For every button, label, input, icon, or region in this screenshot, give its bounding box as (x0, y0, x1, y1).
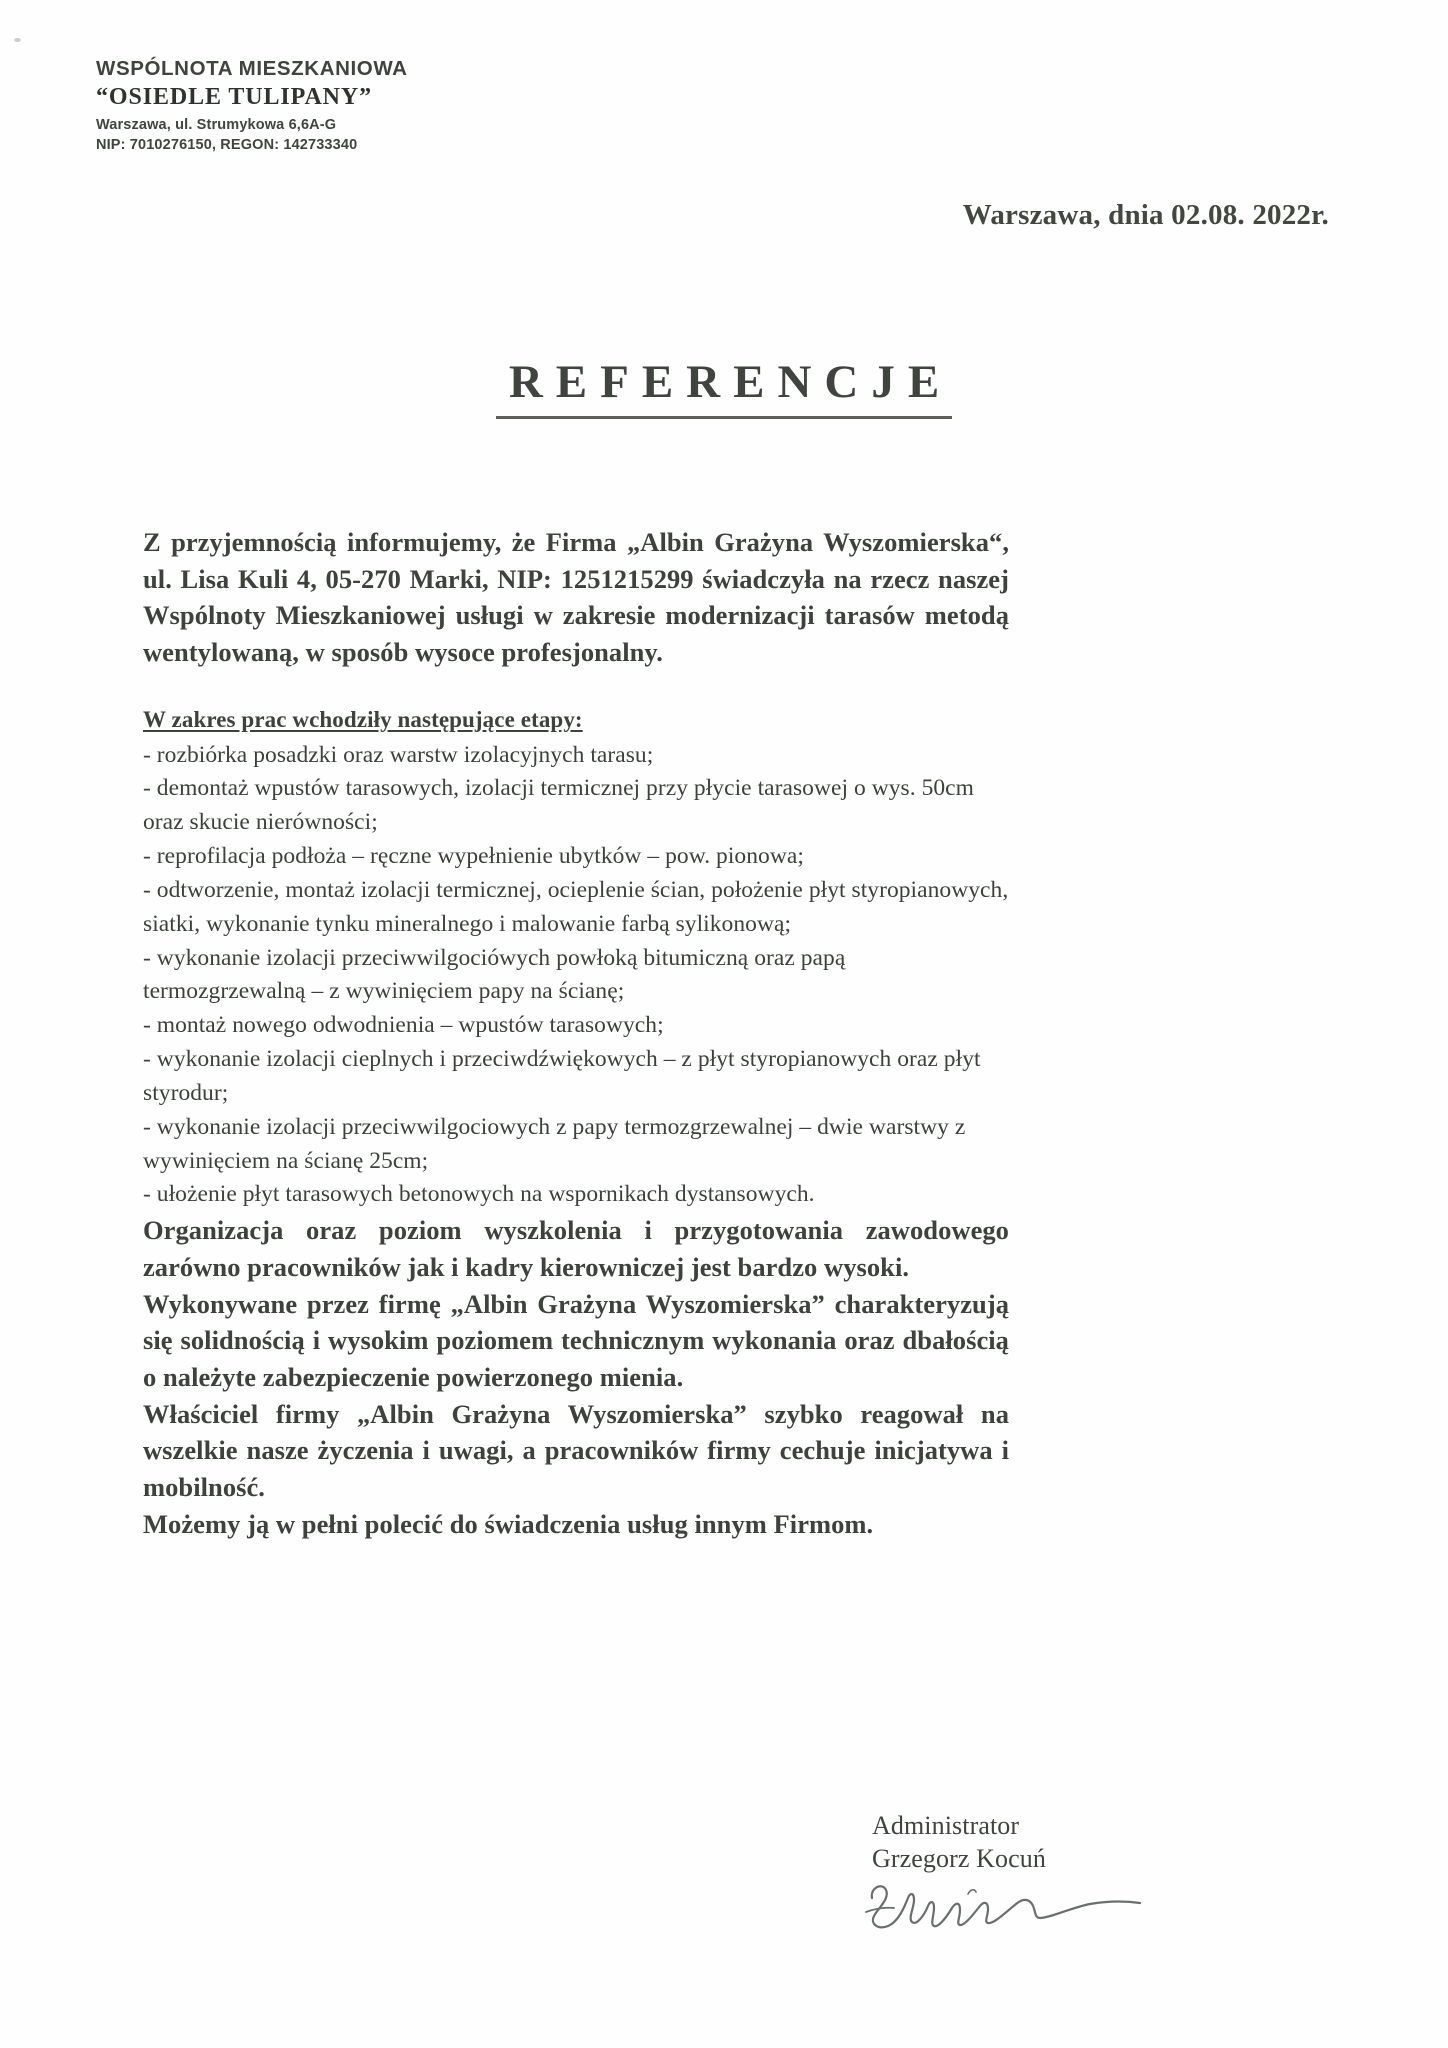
letterhead-address: Warszawa, ul. Strumykowa 6,6A-G (96, 116, 337, 133)
letterhead-organization: WSPÓLNOTA MIESZKANIOWA (96, 57, 408, 80)
list-item: - odtworzenie, montaż izolacji termicznej, ocieplenie ścian, położenie płyt styropianowych, siatki, wykonanie tynku mineralnego i malowanie farbą sylikonową; (143, 876, 1009, 937)
intro-paragraph: Z przyjemnością informujemy, że Firma „Albin Grażyna Wyszomierska“, ul. Lisa Kuli 4, 05-270 Marki, NIP: 1251215299 świadczyła na rzecz naszej Wspólnoty Mieszkaniowej usługi w zakresie modernizacji tarasów metodą wentylowaną, w sposób wysoce profesjonalny. (143, 527, 1009, 668)
signature-name: Grzegorz Kocuń (872, 1843, 1046, 1873)
paragraph-owner: Właściciel firmy „Albin Grażyna Wyszomierska” szybko reagował na wszelkie nasze życzenia i uwagi, a pracowników firmy cechuje inicjatywa i mobilność. (143, 1398, 1009, 1503)
scope-of-work-heading: W zakres prac wchodziły następujące etapy: (143, 706, 583, 732)
list-item: - demontaż wpustów tarasowych, izolacji termicznej przy płycie tarasowej o wys. 50cm oraz skucie nierówności; (143, 775, 974, 836)
list-item: - rozbiórka posadzki oraz warstw izolacyjnych tarasu; (143, 741, 654, 768)
list-item: - ułożenie płyt tarasowych betonowych na wspornikach dystansowych. (143, 1181, 815, 1208)
page-title-text: REFERENCJE (496, 355, 952, 419)
list-item: - wykonanie izolacji przeciwwilgociówych powłoką bitumiczną oraz papą termozgrzewalną – z wywinięciem papy na ścianę; (143, 944, 846, 1005)
handwritten-signature-icon (864, 1878, 1202, 1936)
date-line: Warszawa, dnia 02.08. 2022r. (962, 199, 1329, 231)
document-body (143, 524, 1009, 1542)
paragraph-recommendation: Możemy ją w pełni polecić do świadczenia usług innym Firmom. (143, 1508, 874, 1539)
letterhead-estate-name: “OSIEDLE TULIPANY” (96, 83, 373, 110)
signature-block (872, 1810, 1202, 1936)
scope-of-work-section (143, 705, 1009, 1212)
list-item: - montaż nowego odwodnienia – wpustów tarasowych; (143, 1012, 664, 1039)
paragraph-organization: Organizacja oraz poziom wyszkolenia i przygotowania zawodowego zarówno pracowników jak i kadry kierowniczej jest bardzo wysoki. (143, 1215, 1009, 1282)
page-title (0, 355, 1448, 419)
letterhead-identifiers: NIP: 7010276150, REGON: 142733340 (96, 136, 358, 153)
paragraph-quality: Wykonywane przez firmę „Albin Grażyna Wyszomierska” charakteryzują się solidnością i wysokim poziomem technicznym wykonania oraz dbałością o należyte zabezpieczenie powierzonego mienia. (143, 1288, 1009, 1392)
list-item: - reprofilacja podłoża – ręczne wypełnienie ubytków – pow. pionowa; (143, 843, 804, 870)
list-item: - wykonanie izolacji przeciwwilgociowych z papy termozgrzewalnej – dwie warstwy z wywinięciem na ścianę 25cm; (143, 1113, 966, 1174)
letterhead (96, 57, 616, 155)
scope-of-work-list (143, 739, 1009, 1213)
scan-artifact-speck (14, 38, 21, 42)
signature-role: Administrator (872, 1811, 1020, 1840)
list-item: - wykonanie izolacji cieplnych i przeciwdźwiękowych – z płyt styropianowych oraz płyt styrodur; (143, 1046, 981, 1106)
